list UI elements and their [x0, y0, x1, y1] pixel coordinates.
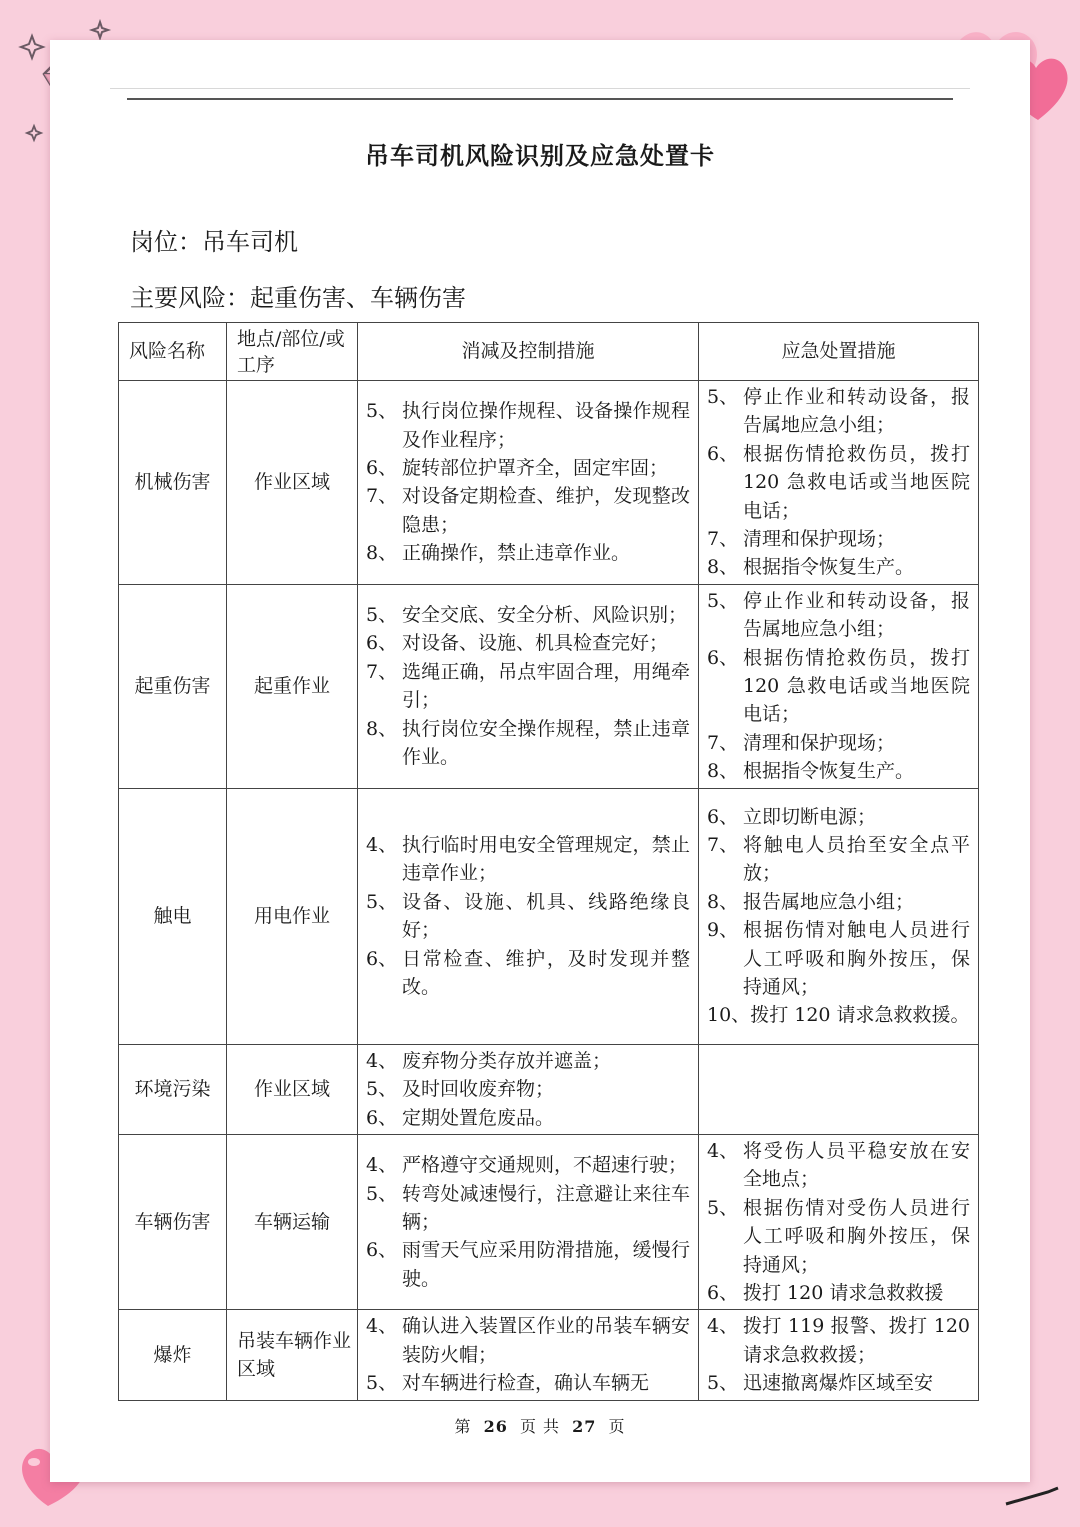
list-item: [707, 1194, 970, 1279]
location-cell: 作业区域: [227, 381, 358, 585]
item-number: 6、: [707, 646, 739, 669]
item-number: 7、: [366, 660, 398, 683]
list-item: [707, 587, 970, 644]
table-row: [119, 1134, 979, 1309]
item-text: 根据伤情对受伤人员进行人工呼吸和胸外按压，保持通风；: [743, 1196, 970, 1276]
control-measures-list: [358, 395, 698, 569]
risk-table: [118, 322, 979, 1401]
item-number: 8、: [707, 556, 739, 579]
header-rule: [127, 98, 953, 100]
list-item: [366, 629, 690, 657]
item-number: 5、: [707, 386, 739, 408]
item-text: 根据指令恢复生产。: [743, 760, 915, 783]
list-item: [366, 601, 690, 629]
item-text: 立即切断电源；: [743, 805, 877, 828]
list-item: [366, 539, 690, 567]
list-item: [707, 1001, 970, 1029]
item-number: 5、: [366, 604, 398, 627]
list-item: [707, 803, 970, 831]
item-text: 停止作业和转动设备，报告属地应急小组；: [743, 386, 970, 437]
item-text: 将触电人员抬至安全点平放；: [743, 833, 970, 885]
item-number: 6、: [707, 442, 739, 465]
item-number: 6、: [366, 632, 398, 655]
list-item: [366, 454, 690, 482]
footer-mid: 页 共: [519, 1417, 561, 1436]
main-risk-label: 主要风险：: [130, 284, 250, 312]
current-page-number: 26: [483, 1417, 508, 1436]
list-item: [366, 945, 690, 1002]
item-text: 停止作业和转动设备，报告属地应急小组；: [743, 589, 970, 641]
location-cell: 吊装车辆作业区域: [227, 1310, 358, 1400]
control-measures-list: [358, 599, 698, 773]
list-item: [366, 397, 690, 454]
post-line: [130, 222, 298, 257]
main-risk-line: [130, 278, 466, 313]
list-item: [707, 916, 970, 1001]
emergency-measures-cell: [699, 1044, 979, 1134]
risk-name-cell: 爆炸: [119, 1310, 227, 1400]
list-item: [707, 757, 970, 785]
table-row: [119, 1310, 979, 1400]
list-item: [366, 658, 690, 715]
emergency-measures-list: [699, 381, 978, 584]
list-item: [366, 1312, 690, 1369]
item-text: 清理和保护现场；: [743, 528, 896, 551]
list-item: [366, 1369, 690, 1397]
item-text: 雨雪天气应采用防滑措施，缓慢行驶。: [402, 1239, 690, 1290]
item-text: 根据伤情抢救伤员，拨打 120 急救电话或当地医院电话；: [743, 646, 970, 726]
item-number: 6、: [366, 1239, 398, 1262]
item-text: 选绳正确，吊点牢固合理，用绳牵引；: [402, 660, 690, 712]
control-measures-cell: [358, 381, 699, 585]
risk-name-cell: 机械伤害: [119, 381, 227, 585]
item-number: 5、: [366, 1182, 398, 1205]
risk-name-cell: 触电: [119, 788, 227, 1044]
item-number: 6、: [366, 457, 398, 480]
risk-name-cell: 环境污染: [119, 1044, 227, 1134]
emergency-measures-cell: [699, 788, 979, 1044]
list-item: [366, 1236, 690, 1293]
item-text: 迅速撤离爆炸区域至安: [743, 1372, 934, 1395]
item-text: 执行岗位操作规程、设备操作规程及作业程序；: [402, 400, 690, 451]
header-control-measures: 消减及控制措施: [358, 323, 699, 381]
item-number: 4、: [366, 833, 398, 856]
list-item: [707, 525, 970, 553]
risk-name-cell: 车辆伤害: [119, 1134, 227, 1309]
item-text: 报告属地应急小组；: [743, 890, 915, 913]
control-measures-cell: [358, 1134, 699, 1309]
list-item: [707, 440, 970, 525]
list-item: [366, 715, 690, 772]
item-number: 6、: [366, 947, 398, 970]
footer-suffix: 页: [608, 1417, 626, 1436]
header-location: 地点/部位/或工序: [227, 323, 358, 381]
table-row: [119, 381, 979, 585]
control-measures-list: [358, 1310, 698, 1399]
list-item: [707, 553, 970, 581]
list-item: [707, 1312, 970, 1369]
post-label: 岗位：: [130, 228, 202, 256]
item-number: 8、: [366, 542, 398, 565]
item-text: 根据伤情抢救伤员，拨打 120 急救电话或当地医院电话；: [743, 442, 970, 522]
list-item: [707, 644, 970, 729]
item-number: 10、: [707, 1004, 751, 1027]
item-number: 8、: [707, 890, 739, 913]
item-number: 7、: [707, 833, 739, 856]
document-title: 吊车司机风险识别及应急处置卡: [365, 141, 715, 170]
item-number: 4、: [707, 1315, 739, 1338]
item-text: 及时回收废弃物；: [402, 1078, 555, 1101]
item-text: 日常检查、维护，及时发现并整改。: [402, 947, 690, 998]
header-risk-name: 风险名称: [119, 323, 227, 381]
header-emergency-measures: 应急处置措施: [699, 323, 979, 381]
emergency-measures-cell: [699, 381, 979, 585]
table-row: [119, 788, 979, 1044]
item-text: 对设备定期检查、维护，发现整改隐患；: [402, 485, 690, 536]
item-text: 拨打 119 报警、拨打 120 请求急救救援；: [743, 1315, 970, 1366]
emergency-measures-list: [699, 1135, 978, 1309]
item-number: 7、: [707, 528, 739, 551]
item-text: 定期处置危废品。: [402, 1106, 555, 1129]
item-text: 严格遵守交通规则，不超速行驶；: [402, 1154, 688, 1177]
item-text: 废弃物分类存放并遮盖；: [402, 1049, 612, 1072]
item-text: 根据指令恢复生产。: [743, 556, 915, 579]
table-row: [119, 584, 979, 788]
item-text: 对车辆进行检查，确认车辆无: [402, 1372, 650, 1395]
item-text: 确认进入装置区作业的吊装车辆安装防火帽；: [402, 1315, 690, 1366]
control-measures-cell: [358, 1310, 699, 1400]
list-item: [366, 1180, 690, 1237]
item-text: 对设备、设施、机具检查完好；: [402, 632, 669, 655]
list-item: [366, 831, 690, 888]
item-number: 5、: [366, 400, 398, 423]
list-item: [707, 888, 970, 916]
table-row: [119, 1044, 979, 1134]
item-number: 9、: [707, 919, 739, 942]
item-text: 清理和保护现场；: [743, 731, 896, 754]
item-text: 正确操作，禁止违章作业。: [402, 542, 631, 565]
list-item: [366, 888, 690, 945]
item-text: 安全交底、安全分析、风险识别；: [402, 604, 688, 627]
item-number: 5、: [707, 1372, 739, 1395]
item-number: 5、: [366, 890, 398, 913]
item-number: 4、: [707, 1139, 739, 1162]
list-item: [366, 482, 690, 539]
item-number: 8、: [366, 717, 398, 740]
control-measures-cell: [358, 1044, 699, 1134]
item-number: 7、: [707, 731, 739, 754]
page-header-line: [110, 88, 970, 89]
item-number: 6、: [707, 1281, 739, 1304]
list-item: [707, 1369, 970, 1397]
item-number: 6、: [707, 805, 739, 828]
emergency-measures-list: [699, 801, 978, 1032]
item-number: 4、: [366, 1154, 398, 1177]
location-cell: 作业区域: [227, 1044, 358, 1134]
control-measures-cell: [358, 788, 699, 1044]
post-value: 吊车司机: [202, 228, 298, 256]
footer-prefix: 第: [454, 1417, 472, 1436]
item-number: 5、: [707, 589, 739, 612]
pen-icon: [1002, 1480, 1062, 1510]
item-text: 执行岗位安全操作规程，禁止违章作业。: [402, 717, 690, 769]
item-number: 7、: [366, 485, 398, 508]
list-item: [366, 1075, 690, 1103]
main-risk-value: 起重伤害、车辆伤害: [250, 284, 466, 312]
item-number: 8、: [707, 760, 739, 783]
location-cell: 起重作业: [227, 584, 358, 788]
location-cell: 车辆运输: [227, 1134, 358, 1309]
emergency-measures-cell: [699, 1310, 979, 1400]
list-item: [366, 1151, 690, 1179]
control-measures-cell: [358, 584, 699, 788]
item-number: 4、: [366, 1315, 398, 1338]
emergency-measures-list: [699, 585, 978, 788]
control-measures-list: [358, 1149, 698, 1295]
list-item: [707, 831, 970, 888]
list-item: [366, 1104, 690, 1132]
item-text: 拨打 120 请求急救救援: [743, 1281, 944, 1304]
list-item: [707, 729, 970, 757]
emergency-measures-cell: [699, 584, 979, 788]
control-measures-list: [358, 829, 698, 1003]
item-text: 根据伤情对触电人员进行人工呼吸和胸外按压，保持通风；: [743, 919, 970, 998]
control-measures-list: [358, 1045, 698, 1134]
location-cell: 用电作业: [227, 788, 358, 1044]
risk-name-cell: 起重伤害: [119, 584, 227, 788]
table-header-row: [119, 323, 979, 381]
list-item: [707, 383, 970, 440]
item-number: 5、: [366, 1372, 398, 1395]
item-number: 5、: [366, 1078, 398, 1101]
item-number: 5、: [707, 1196, 739, 1219]
item-number: 6、: [366, 1106, 398, 1129]
item-text: 转弯处减速慢行，注意避让来往车辆；: [402, 1182, 690, 1233]
emergency-measures-list: [699, 1310, 978, 1399]
item-number: 4、: [366, 1049, 398, 1072]
emergency-measures-cell: [699, 1134, 979, 1309]
item-text: 执行临时用电安全管理规定，禁止违章作业；: [402, 833, 690, 885]
list-item: [707, 1279, 970, 1307]
item-text: 将受伤人员平稳安放在安全地点；: [743, 1139, 970, 1191]
list-item: [707, 1137, 970, 1194]
total-page-number: 27: [572, 1417, 597, 1436]
item-text: 旋转部位护罩齐全，固定牢固；: [402, 457, 669, 480]
list-item: [366, 1047, 690, 1075]
item-text: 设备、设施、机具、线路绝缘良好；: [402, 890, 690, 942]
item-text: 拨打 120 请求急救救援。: [750, 1004, 970, 1027]
page-footer: [0, 1414, 1080, 1437]
